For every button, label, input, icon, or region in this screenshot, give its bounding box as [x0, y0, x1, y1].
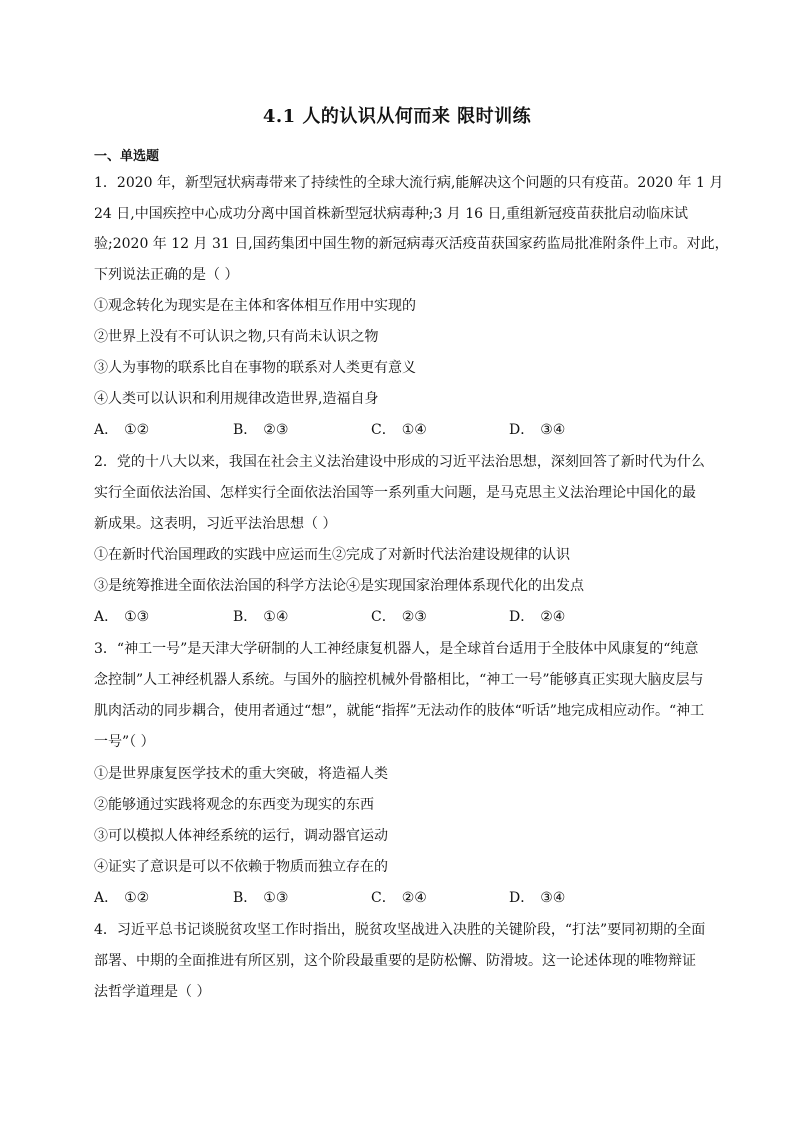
q2-statement: ③是统筹推进全面依法治国的科学方法论④是实现国家治理体系现代化的出发点: [94, 578, 584, 594]
q3-stem-line: 3．“神工一号”是天津大学研制的人工神经康复机器人，是全球首台适用于全肢体中风康复的“纯意: [94, 641, 699, 657]
q4-stem-line: 4．习近平总书记谈脱贫攻坚工作时指出，脱贫攻坚战进入决胜的关键阶段，“打法”要同初期的全面: [94, 922, 706, 938]
q2-option-b[interactable]: B． ①④: [233, 609, 289, 625]
q3-stem-line: 一号”（ ）: [94, 734, 155, 750]
section-heading: 一、单选题: [94, 149, 160, 164]
q3-statement: ②能够通过实践将观念的东西变为现实的东西: [94, 797, 374, 813]
q2-stem-line: 2．党的十八大以来，我国在社会主义法治建设中形成的习近平法治思想，深刻回答了新时代为什么: [94, 454, 705, 470]
q1-stem-line: 1．2020 年，新型冠状病毒带来了持续性的全球大流行病,能解决这个问题的只有疫苗。2020 年 1 月: [94, 175, 724, 191]
q1-stem-line: 24 日,中国疾控中心成功分离中国首株新型冠状病毒种;3 月 16 日,重组新冠疫苗获批启动临床试: [94, 206, 688, 222]
q1-statement: ④人类可以认识和利用规律改造世界,造福自身: [94, 391, 379, 407]
q1-statement: ③人为事物的联系比自在事物的联系对人类更有意义: [94, 360, 416, 376]
q3-statement: ④证实了意识是可以不依赖于物质而独立存在的: [94, 859, 388, 875]
q1-option-b[interactable]: B． ②③: [233, 422, 289, 438]
q4-stem-line: 部署、中期的全面推进有所区别，这个阶段最重要的是防松懈、防滑坡。这一论述体现的唯物辩证: [94, 953, 696, 969]
q1-option-c[interactable]: C． ①④: [371, 422, 427, 438]
q3-statement: ③可以模拟人体神经系统的运行，调动器官运动: [94, 828, 388, 844]
q3-stem-line: 肌肉活动的同步耦合，使用者通过“想”，就能“指挥”无法动作的肢体“听话”地完成相应动作。“神工: [94, 703, 705, 719]
q3-option-d[interactable]: D． ③④: [509, 890, 566, 906]
q1-statement: ①观念转化为现实是在主体和客体相互作用中实现的: [94, 298, 416, 314]
q2-statement: ①在新时代治国理政的实践中应运而生②完成了对新时代法治建设规律的认识: [94, 547, 570, 563]
q4-stem-line: 法哲学道理是（ ）: [94, 984, 211, 1000]
q1-option-d[interactable]: D． ③④: [509, 422, 566, 438]
q3-statement: ①是世界康复医学技术的重大突破，将造福人类: [94, 766, 388, 782]
q2-option-c[interactable]: C． ②③: [371, 609, 427, 625]
q1-stem-line: 验;2020 年 12 月 31 日,国药集团中国生物的新冠病毒灭活疫苗获国家药监局批准附条件上市。对此，: [94, 236, 729, 252]
q3-option-a[interactable]: A． ①②: [94, 890, 150, 906]
q2-stem-line: 实行全面依法治国、怎样实行全面依法治国等一系列重大问题，是马克思主义法治理论中国化的最: [94, 485, 696, 501]
q1-stem-line: 下列说法正确的是（ ）: [94, 267, 239, 283]
q1-statement: ②世界上没有不可认识之物,只有尚未认识之物: [94, 329, 379, 345]
q1-option-a[interactable]: A． ①②: [94, 422, 150, 438]
q2-option-d[interactable]: D． ②④: [509, 609, 566, 625]
q3-stem-line: 念控制”人工神经机器人系统。与国外的脑控机械外骨骼相比，“神工一号”能够真正实现大脑皮层与: [94, 672, 704, 688]
q2-stem-line: 新成果。这表明，习近平法治思想（ ）: [94, 516, 337, 532]
q3-option-c[interactable]: C． ②④: [371, 890, 427, 906]
q3-option-b[interactable]: B． ①③: [233, 890, 289, 906]
page-title: 4.1 人的认识从何而来 限时训练: [262, 106, 532, 127]
q2-option-a[interactable]: A． ①③: [94, 609, 150, 625]
